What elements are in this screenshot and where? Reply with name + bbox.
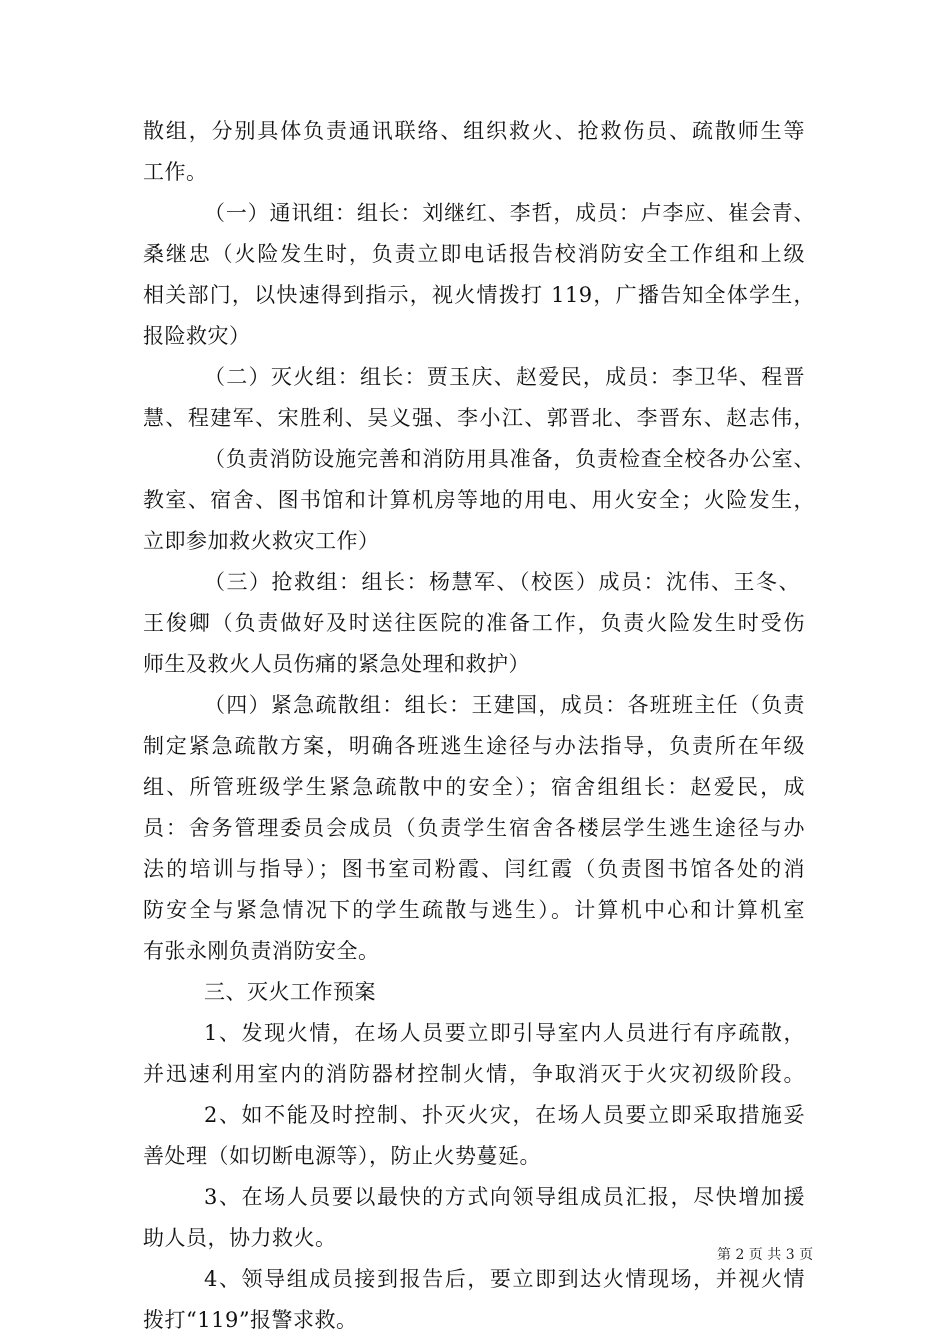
text-line: 师生及救火人员伤痛的紧急处理和救护）: [143, 652, 530, 676]
text-line: （一）通讯组：组长：刘继红、李哲，成员：卢李应、崔会青、: [204, 201, 815, 225]
text-line: 法的培训与指导）；图书室司粉霞、闫红霞（负责图书馆各处的消: [143, 857, 805, 881]
text-line: 1、发现火情，在场人员要立即引导室内人员进行有序疏散，: [204, 1021, 805, 1045]
text-line: 桑继忠（火险发生时，负责立即电话报告校消防安全工作组和上级: [143, 242, 805, 266]
text-line: 散组，分别具体负责通讯联络、组织救火、抢救伤员、疏散师生等: [143, 119, 805, 143]
text-line: 3、在场人员要以最快的方式向领导组成员汇报，尽快增加援: [204, 1185, 805, 1209]
text-line: 4、领导组成员接到报告后，要立即到达火情现场，并视火情: [204, 1267, 805, 1291]
text-line: （三）抢救组：组长：杨慧军、（校医）成员：沈伟、王冬、: [204, 570, 800, 594]
text-line: 王俊卿（负责做好及时送往医院的准备工作，负责火险发生时受伤: [143, 611, 805, 635]
text-line: 报险救灾）: [143, 324, 251, 348]
text-line: 工作。: [143, 160, 208, 184]
text-line: 防安全与紧急情况下的学生疏散与逃生）。计算机中心和计算机室: [143, 898, 805, 922]
text-line: 并迅速利用室内的消防器材控制火情，争取消灭于火灾初级阶段。: [143, 1062, 805, 1086]
text-line: 助人员，协力救火。: [143, 1226, 337, 1250]
text-line: （负责消防设施完善和消防用具准备，负责检查全校各办公室、: [204, 447, 815, 471]
text-line: 组、所管班级学生紧急疏散中的安全）；宿舍组组长：赵爱民，成: [143, 775, 805, 799]
text-line: 2、如不能及时控制、扑灭火灾，在场人员要立即采取措施妥: [204, 1103, 805, 1127]
text-line: 善处理（如切断电源等），防止火势蔓延。: [143, 1144, 541, 1168]
text-line: 有张永刚负责消防安全。: [143, 939, 380, 963]
text-line: 制定紧急疏散方案，明确各班逃生途径与办法指导，负责所在年级: [143, 734, 805, 758]
text-line: 相关部门，以快速得到指示，视火情拨打 119，广播告知全体学生，: [143, 283, 815, 307]
page-number-footer: 第 2 页 共 3 页: [717, 1247, 814, 1263]
text-line: 员：舍务管理委员会成员（负责学生宿舍各楼层学生逃生途径与办: [143, 816, 805, 840]
text-line: 拨打“119”报警求救。: [143, 1308, 358, 1332]
text-line: 教室、宿舍、图书馆和计算机房等地的用电、用火安全；火险发生，: [143, 488, 815, 512]
text-line: 立即参加救火救灾工作）: [143, 529, 380, 553]
text-line: 慧、程建军、宋胜利、吴义强、李小江、郭晋北、李晋东、赵志伟，: [143, 406, 815, 430]
text-line: （四）紧急疏散组：组长：王建国，成员：各班班主任（负责: [204, 693, 805, 717]
section-heading: 三、灭火工作预案: [204, 980, 376, 1004]
text-line: （二）灭火组：组长：贾玉庆、赵爱民，成员：李卫华、程晋: [204, 365, 805, 389]
